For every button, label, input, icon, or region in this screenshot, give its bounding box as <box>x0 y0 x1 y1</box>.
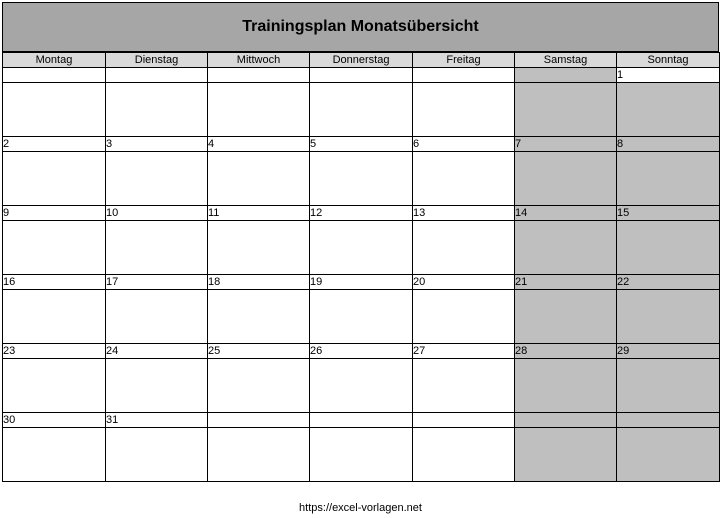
day-entry-cell[interactable] <box>515 221 617 275</box>
day-number: 14 <box>515 206 617 221</box>
day-entry-cell[interactable] <box>617 83 720 137</box>
day-entry-cell[interactable] <box>208 290 310 344</box>
day-number: 28 <box>515 344 617 359</box>
day-entry-cell[interactable] <box>617 152 720 206</box>
day-entry-cell[interactable] <box>310 83 413 137</box>
day-entry-cell[interactable] <box>515 359 617 413</box>
day-entry-cell[interactable] <box>3 290 106 344</box>
day-entry-cell[interactable] <box>208 359 310 413</box>
day-entry-cell[interactable] <box>413 290 515 344</box>
weekday-header-row <box>3 53 720 68</box>
weekday-header: Dienstag <box>106 53 208 68</box>
week-number-row <box>3 413 720 428</box>
day-entry-cell[interactable] <box>3 428 106 482</box>
calendar-sheet <box>2 2 719 482</box>
week-entry-row <box>3 152 720 206</box>
day-number <box>208 413 310 428</box>
day-number: 21 <box>515 275 617 290</box>
day-entry-cell[interactable] <box>413 83 515 137</box>
week-number-row <box>3 137 720 152</box>
day-entry-cell[interactable] <box>208 221 310 275</box>
day-number: 29 <box>617 344 720 359</box>
day-entry-cell[interactable] <box>106 428 208 482</box>
day-number <box>617 413 720 428</box>
day-entry-cell[interactable] <box>106 290 208 344</box>
weekday-header: Samstag <box>515 53 617 68</box>
week-number-row <box>3 206 720 221</box>
day-number: 4 <box>208 137 310 152</box>
day-entry-cell[interactable] <box>310 152 413 206</box>
day-entry-cell[interactable] <box>413 221 515 275</box>
day-entry-cell[interactable] <box>617 359 720 413</box>
day-entry-cell[interactable] <box>617 290 720 344</box>
day-number: 19 <box>310 275 413 290</box>
day-number: 26 <box>310 344 413 359</box>
day-number: 8 <box>617 137 720 152</box>
day-number <box>208 68 310 83</box>
day-entry-cell[interactable] <box>413 359 515 413</box>
day-entry-cell[interactable] <box>3 83 106 137</box>
week-entry-row <box>3 359 720 413</box>
day-entry-cell[interactable] <box>617 221 720 275</box>
day-entry-cell[interactable] <box>515 83 617 137</box>
day-number: 27 <box>413 344 515 359</box>
day-entry-cell[interactable] <box>617 428 720 482</box>
day-entry-cell[interactable] <box>106 221 208 275</box>
day-entry-cell[interactable] <box>515 428 617 482</box>
day-number <box>515 413 617 428</box>
week-entry-row <box>3 83 720 137</box>
day-number: 15 <box>617 206 720 221</box>
day-number: 5 <box>310 137 413 152</box>
day-entry-cell[interactable] <box>515 290 617 344</box>
day-number: 20 <box>413 275 515 290</box>
day-number: 13 <box>413 206 515 221</box>
week-entry-row <box>3 428 720 482</box>
day-number <box>413 413 515 428</box>
day-number: 10 <box>106 206 208 221</box>
day-entry-cell[interactable] <box>310 359 413 413</box>
day-number <box>310 413 413 428</box>
week-number-row <box>3 344 720 359</box>
day-number <box>310 68 413 83</box>
day-entry-cell[interactable] <box>413 428 515 482</box>
day-entry-cell[interactable] <box>3 359 106 413</box>
day-number: 18 <box>208 275 310 290</box>
day-number: 17 <box>106 275 208 290</box>
week-number-row <box>3 68 720 83</box>
day-entry-cell[interactable] <box>208 83 310 137</box>
day-entry-cell[interactable] <box>413 152 515 206</box>
day-number: 31 <box>106 413 208 428</box>
day-number <box>515 68 617 83</box>
day-number: 22 <box>617 275 720 290</box>
day-number: 2 <box>3 137 106 152</box>
weekday-header: Montag <box>3 53 106 68</box>
day-entry-cell[interactable] <box>106 359 208 413</box>
week-number-row <box>3 275 720 290</box>
day-number <box>413 68 515 83</box>
weekday-header: Donnerstag <box>310 53 413 68</box>
day-entry-cell[interactable] <box>3 152 106 206</box>
day-number: 24 <box>106 344 208 359</box>
day-number: 1 <box>617 68 720 83</box>
day-entry-cell[interactable] <box>106 152 208 206</box>
day-number: 7 <box>515 137 617 152</box>
day-number: 11 <box>208 206 310 221</box>
day-entry-cell[interactable] <box>106 83 208 137</box>
day-entry-cell[interactable] <box>515 152 617 206</box>
day-entry-cell[interactable] <box>3 221 106 275</box>
day-number <box>3 68 106 83</box>
day-number: 16 <box>3 275 106 290</box>
day-number: 30 <box>3 413 106 428</box>
page-title: Trainingsplan Monatsübersicht <box>242 18 479 35</box>
day-entry-cell[interactable] <box>310 428 413 482</box>
day-entry-cell[interactable] <box>208 428 310 482</box>
weekday-header: Mittwoch <box>208 53 310 68</box>
week-entry-row <box>3 221 720 275</box>
week-entry-row <box>3 290 720 344</box>
weekday-header: Freitag <box>413 53 515 68</box>
day-number: 3 <box>106 137 208 152</box>
title-bar <box>2 2 719 52</box>
day-number: 25 <box>208 344 310 359</box>
footer-url[interactable]: https://excel-vorlagen.net <box>299 502 422 514</box>
calendar-grid <box>2 52 720 482</box>
day-entry-cell[interactable] <box>310 290 413 344</box>
day-entry-cell[interactable] <box>208 152 310 206</box>
day-number <box>106 68 208 83</box>
day-number: 23 <box>3 344 106 359</box>
day-number: 6 <box>413 137 515 152</box>
day-entry-cell[interactable] <box>310 221 413 275</box>
weekday-header: Sonntag <box>617 53 720 68</box>
day-number: 9 <box>3 206 106 221</box>
day-number: 12 <box>310 206 413 221</box>
